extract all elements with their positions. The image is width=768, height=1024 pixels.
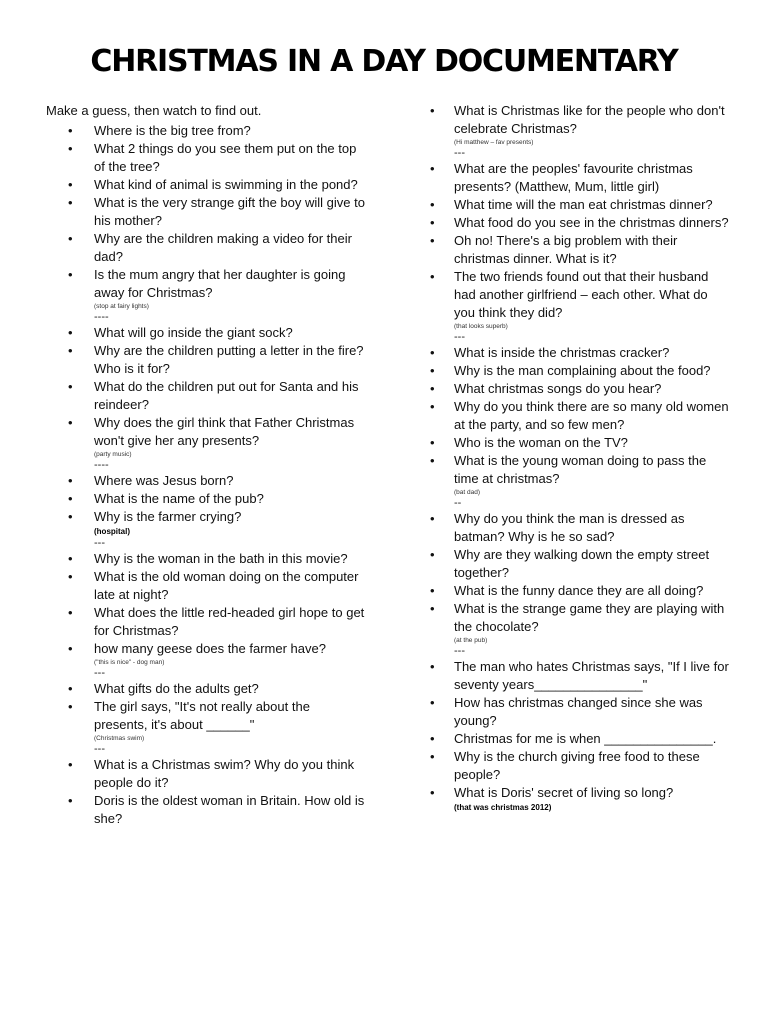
- question-text: What is Doris' secret of living so long?: [454, 785, 674, 800]
- question-text: What is the old woman doing on the computer late at night?: [94, 569, 359, 602]
- question-item: [46, 472, 366, 490]
- question-item: [430, 582, 730, 600]
- question-text: The two friends found out that their husband had another girlfriend – each other. What do you think they did?: [454, 269, 709, 320]
- bullet-icon: •: [430, 731, 435, 746]
- question-item: [430, 748, 730, 784]
- question-item: [46, 176, 366, 194]
- bullet-icon: •: [68, 177, 73, 192]
- bullet-icon: •: [68, 473, 73, 488]
- section-divider: ----: [94, 459, 109, 471]
- question-item: [430, 362, 730, 380]
- question-text: Where is the big tree from?: [94, 123, 251, 138]
- bullet-icon: •: [430, 381, 435, 396]
- question-item: [430, 214, 730, 232]
- question-item: [46, 604, 366, 640]
- question-text: Why is the woman in the bath in this movie?: [94, 551, 348, 566]
- bullet-icon: •: [68, 141, 73, 156]
- bullet-icon: •: [430, 511, 435, 526]
- left-column: [46, 102, 366, 828]
- scene-note: (bat dad): [454, 489, 481, 496]
- question-text: The girl says, "It's not really about the presents, it's about ______": [94, 699, 310, 732]
- question-text: What is the strange game they are playing with the chocolate?: [454, 601, 725, 634]
- page-title: CHRISTMAS IN A DAY DOCUMENTARY: [90, 44, 678, 79]
- bullet-icon: •: [430, 785, 435, 800]
- question-item: [430, 600, 730, 636]
- question-text: Why are they walking down the empty street together?: [454, 547, 710, 580]
- question-item: [430, 268, 730, 322]
- question-text: Why does the girl think that Father Christmas won't give her any presents?: [94, 415, 355, 448]
- question-text: What does the little red-headed girl hope to get for Christmas?: [94, 605, 365, 638]
- bullet-icon: •: [430, 345, 435, 360]
- question-item: [46, 490, 366, 508]
- section-divider: ---: [454, 147, 465, 159]
- question-item: [46, 756, 366, 792]
- question-text: What christmas songs do you hear?: [454, 381, 662, 396]
- question-text: Why do you think the man is dressed as batman? Why is he so sad?: [454, 511, 685, 544]
- question-item: [430, 784, 730, 802]
- question-item: [46, 194, 366, 230]
- question-item: [430, 232, 730, 268]
- scene-note: (Hi matthew – fav presents): [454, 139, 534, 146]
- section-divider: ---: [94, 537, 105, 549]
- scene-note: (at the pub): [454, 637, 488, 644]
- question-item: [430, 434, 730, 452]
- bullet-icon: •: [430, 233, 435, 248]
- question-text: Doris is the oldest woman in Britain. How old is she?: [94, 793, 365, 826]
- intro-text: Make a guess, then watch to find out.: [46, 103, 262, 118]
- question-item: [46, 568, 366, 604]
- scene-note: (that was christmas 2012): [454, 803, 552, 812]
- bullet-icon: •: [68, 605, 73, 620]
- question-item: [430, 510, 730, 546]
- bullet-icon: •: [430, 453, 435, 468]
- question-text: What kind of animal is swimming in the pond?: [94, 177, 358, 192]
- bullet-icon: •: [68, 415, 73, 430]
- question-item: [46, 140, 366, 176]
- question-item: [430, 658, 730, 694]
- section-divider: ---: [94, 667, 105, 679]
- question-text: What is the funny dance they are all doing?: [454, 583, 704, 598]
- question-text: Why are the children making a video for their dad?: [94, 231, 352, 264]
- section-divider: ----: [94, 311, 109, 323]
- question-item: [46, 698, 366, 734]
- question-text: What time will the man eat christmas dinner?: [454, 197, 713, 212]
- question-text: The man who hates Christmas says, "If I live for seventy years_______________": [454, 659, 729, 692]
- section-divider: ---: [454, 331, 465, 343]
- bullet-icon: •: [68, 681, 73, 696]
- question-text: How has christmas changed since she was young?: [454, 695, 703, 728]
- bullet-icon: •: [430, 399, 435, 414]
- question-text: Who is the woman on the TV?: [454, 435, 628, 450]
- question-item: [430, 546, 730, 582]
- question-item: [46, 378, 366, 414]
- question-text: Christmas for me is when _______________.: [454, 731, 717, 746]
- question-text: Is the mum angry that her daughter is going away for Christmas?: [94, 267, 346, 300]
- question-item: [46, 680, 366, 698]
- question-item: [46, 122, 366, 140]
- question-item: [46, 792, 366, 828]
- question-item: [46, 342, 366, 378]
- bullet-icon: •: [68, 551, 73, 566]
- question-text: What is inside the christmas cracker?: [454, 345, 670, 360]
- bullet-icon: •: [430, 547, 435, 562]
- question-text: Why is the farmer crying?: [94, 509, 242, 524]
- question-text: What is the name of the pub?: [94, 491, 264, 506]
- bullet-icon: •: [68, 641, 73, 656]
- bullet-icon: •: [430, 695, 435, 710]
- question-item: [46, 414, 366, 450]
- question-text: how many geese does the farmer have?: [94, 641, 326, 656]
- scene-note: (party music): [94, 451, 132, 458]
- scene-note: (stop at fairy lights): [94, 303, 149, 310]
- bullet-icon: •: [68, 491, 73, 506]
- bullet-icon: •: [68, 123, 73, 138]
- question-item: [430, 730, 730, 748]
- scene-note: (Christmas swim): [94, 735, 145, 742]
- question-item: [46, 324, 366, 342]
- right-column: [430, 102, 730, 813]
- question-item: [46, 266, 366, 302]
- bullet-icon: •: [430, 215, 435, 230]
- bullet-icon: •: [68, 343, 73, 358]
- bullet-icon: •: [68, 231, 73, 246]
- question-text: What is Christmas like for the people who don't celebrate Christmas?: [454, 103, 725, 136]
- question-text: Oh no! There's a big problem with their christmas dinner. What is it?: [454, 233, 678, 266]
- bullet-icon: •: [430, 659, 435, 674]
- bullet-icon: •: [68, 793, 73, 808]
- question-text: What is the young woman doing to pass the time at christmas?: [454, 453, 707, 486]
- question-item: [430, 694, 730, 730]
- bullet-icon: •: [68, 379, 73, 394]
- question-text: Why is the man complaining about the food?: [454, 363, 711, 378]
- question-text: What is a Christmas swim? Why do you think people do it?: [94, 757, 355, 790]
- bullet-icon: •: [430, 269, 435, 284]
- question-item: [46, 640, 366, 658]
- scene-note: ("this is nice" - dog man): [94, 659, 165, 666]
- question-text: Why is the church giving free food to these people?: [454, 749, 700, 782]
- bullet-icon: •: [430, 103, 435, 118]
- question-item: [430, 380, 730, 398]
- question-item: [430, 102, 730, 138]
- bullet-icon: •: [430, 749, 435, 764]
- question-item: [46, 230, 366, 266]
- scene-note: (that looks superb): [454, 323, 508, 330]
- section-divider: --: [454, 497, 462, 509]
- question-text: Why do you think there are so many old women at the party, and so few men?: [454, 399, 729, 432]
- bullet-icon: •: [430, 197, 435, 212]
- question-item: [46, 508, 366, 526]
- question-text: Why are the children putting a letter in the fire? Who is it for?: [94, 343, 364, 376]
- question-text: What are the peoples' favourite christmas presents? (Matthew, Mum, little girl): [454, 161, 693, 194]
- question-text: What gifts do the adults get?: [94, 681, 259, 696]
- bullet-icon: •: [68, 195, 73, 210]
- bullet-icon: •: [68, 509, 73, 524]
- question-text: What food do you see in the christmas dinners?: [454, 215, 729, 230]
- bullet-icon: •: [430, 161, 435, 176]
- question-item: [430, 196, 730, 214]
- section-divider: ---: [94, 743, 105, 755]
- question-item: [430, 160, 730, 196]
- bullet-icon: •: [430, 601, 435, 616]
- scene-note: (hospital): [94, 527, 130, 536]
- question-item: [430, 398, 730, 434]
- question-item: [430, 344, 730, 362]
- question-item: [430, 452, 730, 488]
- bullet-icon: •: [68, 757, 73, 772]
- question-item: [46, 550, 366, 568]
- question-text: What is the very strange gift the boy will give to his mother?: [94, 195, 365, 228]
- bullet-icon: •: [430, 435, 435, 450]
- question-text: What will go inside the giant sock?: [94, 325, 293, 340]
- question-text: What 2 things do you see them put on the top of the tree?: [94, 141, 357, 174]
- question-text: What do the children put out for Santa and his reindeer?: [94, 379, 359, 412]
- bullet-icon: •: [430, 583, 435, 598]
- left-question-list: [46, 122, 366, 828]
- bullet-icon: •: [68, 699, 73, 714]
- bullet-icon: •: [68, 267, 73, 282]
- right-question-list: [430, 102, 730, 813]
- section-divider: ---: [454, 645, 465, 657]
- question-text: Where was Jesus born?: [94, 473, 234, 488]
- bullet-icon: •: [68, 569, 73, 584]
- bullet-icon: •: [68, 325, 73, 340]
- bullet-icon: •: [430, 363, 435, 378]
